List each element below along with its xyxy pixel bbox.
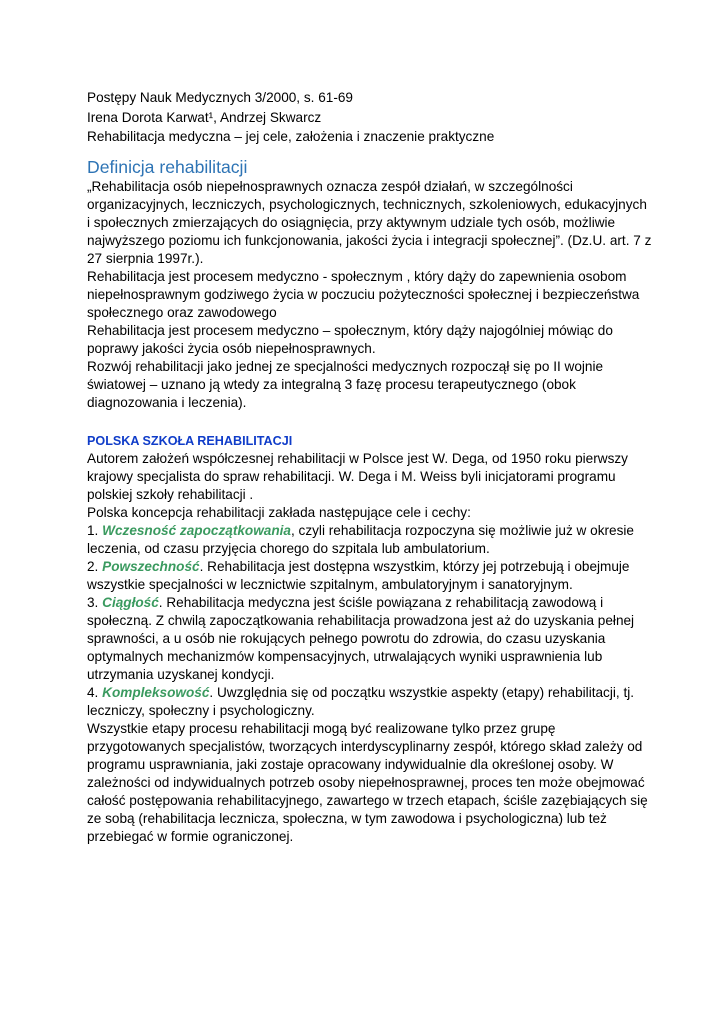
section-heading-polish-school: POLSKA SZKOŁA REHABILITACJI (87, 433, 293, 448)
item-text: . Uwzględnia się od początku wszystkie aspekty (etapy) rehabilitacji, tj. leczniczy, społeczny i psychologiczny. (87, 684, 635, 718)
item-term: Ciągłość (102, 594, 159, 610)
item-number: 3. (87, 594, 103, 610)
paragraph-lead: Polska koncepcja rehabilitacji zakłada następujące cele i cechy: (87, 504, 471, 520)
item-text: , czyli rehabilitacja rozpoczyna się możliwie już w okresie leczenia, od czasu przyjęcia chorego do szpitala lub ambulatorium. (87, 522, 634, 556)
paragraph-closing: Wszystkie etapy procesu rehabilitacji mogą być realizowane tylko przez grupę przygotowanych specjalistów, tworzących interdyscyplinarny zespół, którego skład zależy od programu usprawniania, jaki zostaje opracowany indywidualnie dla określonej osoby. W zależności od indywidualnych potrzeb osoby niepełnosprawnej, proces ten może obejmować całość postępowania rehabilitacyjnego, zawartego w trzech etapach, ściśle zazębiających się ze sobą (rehabilitacja lecznicza, społeczna, w tym zawodowa i psychologiczna) lub też przebiegać w formie ograniczonej. (87, 720, 648, 844)
item-number: 2. (87, 558, 103, 574)
definition-quote: „Rehabilitacja osób niepełnosprawnych oznacza zespół działań, w szczególności organizacyjnych, leczniczych, psychologicznych, technicznych, szkoleniowych, edukacyjnych i społecznych zmierzających do osiągnięcia, przy aktywnym udziale tych osób, możliwie najwyższego poziomu ich funkcjonowania, jakości życia i integracji społecznej”. (Dz.U. art. 7 z 27 sierpnia 1997r.). (87, 178, 652, 266)
item-text: . Rehabilitacja jest dostępna wszystkim, którzy jej potrzebują i obejmuje wszystkie specjalności w lecznictwie szpitalnym, ambulatoryjnym i sanatoryjnym. (87, 558, 630, 592)
paragraph-intro: Autorem założeń współczesnej rehabilitacji w Polsce jest W. Dega, od 1950 roku pierwszy krajowy specjalista do spraw rehabilitacji. W. Dega i M. Weiss byli inicjatorami programu polskiej szkoły rehabilitacji . (87, 450, 628, 502)
authors: Irena Dorota Karwat¹, Andrzej Skwarcz (87, 109, 322, 125)
paragraph-process-2: Rehabilitacja jest procesem medyczno – społecznym, który dąży najogólniej mówiąc do poprawy jakości życia osób niepełnosprawnych. (87, 322, 613, 356)
item-number: 1. (87, 522, 103, 538)
section-heading-definition: Definicja rehabilitacji (87, 156, 248, 177)
list-item (87, 684, 653, 720)
citation: Postępy Nauk Medycznych 3/2000, s. 61-69 (87, 90, 353, 105)
item-term: Kompleksowość (102, 684, 210, 700)
document-content (87, 88, 653, 846)
list-item (87, 558, 653, 594)
article-header (87, 88, 653, 147)
item-term: Powszechność (102, 558, 200, 574)
item-number: 4. (87, 684, 103, 700)
features-list (87, 522, 653, 720)
item-text: . Rehabilitacja medyczna jest ściśle powiązana z rehabilitacją zawodową i społeczną. Z chwilą zapoczątkowania rehabilitacja prowadzona jest aż do uzyskania pełnej sprawności, a u osób nie rokujących pełnego powrotu do zdrowia, do czasu uzyskania optymalnych mechanizmów kompensacyjnych, utrwalających wyniki usprawnienia lub utrzymania uzyskanej kondycji. (87, 594, 635, 682)
paragraph-process-1: Rehabilitacja jest procesem medyczno - społecznym , który dąży do zapewnienia osobom niepełnosprawnym godziwego życia w poczuciu pożyteczności społecznej i bezpieczeństwa społecznego oraz zawodowego (87, 268, 640, 320)
paragraph-history: Rozwój rehabilitacji jako jednej ze specjalności medycznych rozpoczął się po II wojnie światowej – uznano ją wtedy za integralną 3 fazę procesu terapeutycznego (obok diagnozowania i leczenia). (87, 358, 604, 410)
list-item (87, 522, 653, 558)
item-term: Wczesność zapoczątkowania (102, 522, 291, 538)
list-item (87, 594, 653, 684)
article-title: Rehabilitacja medyczna – jej cele, założenia i znaczenie praktyczne (87, 129, 495, 144)
